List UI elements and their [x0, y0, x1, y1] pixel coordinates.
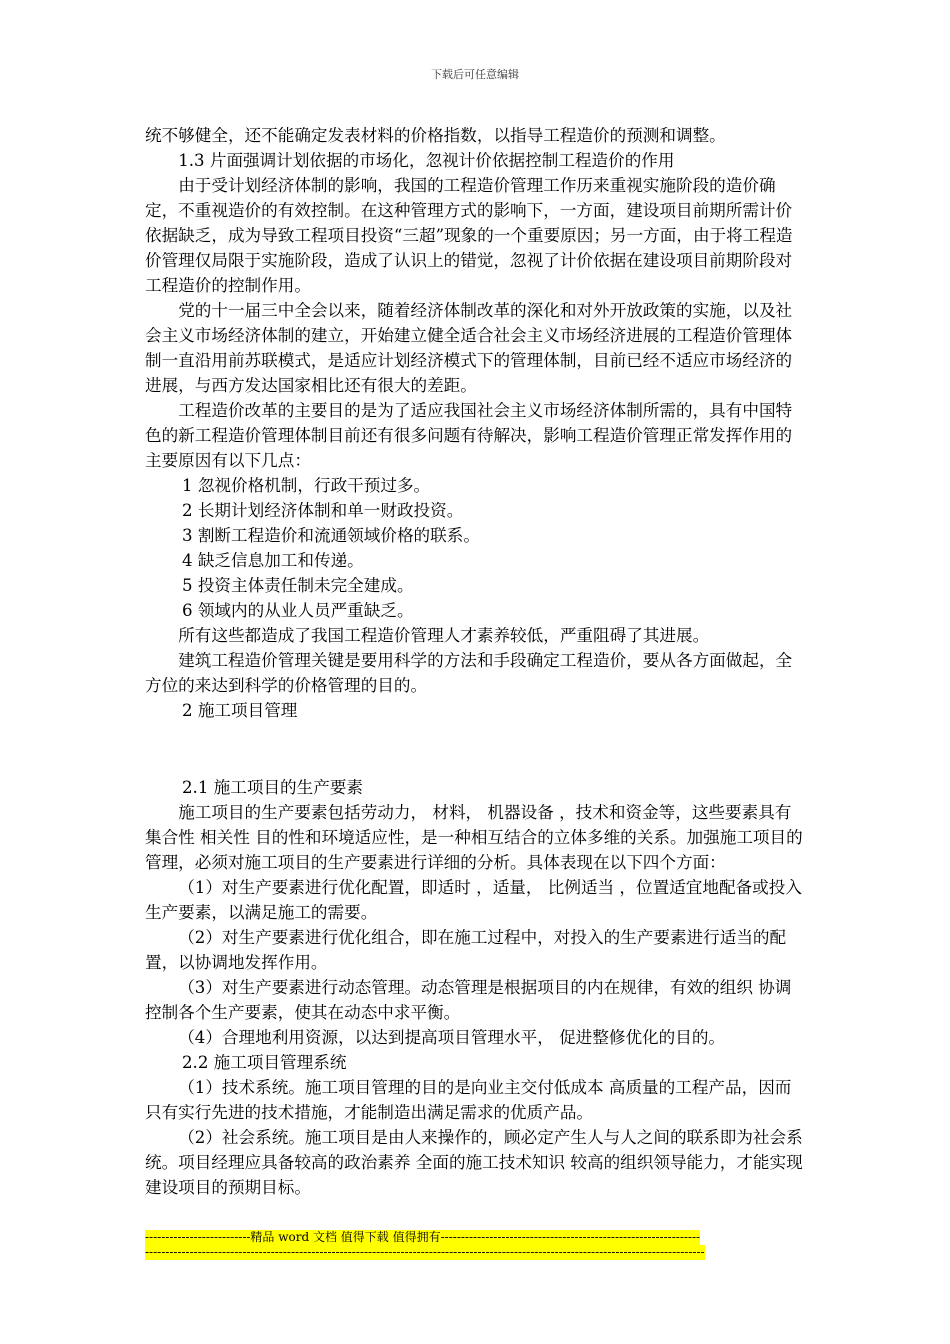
footer-rule: ------------------------------------------------------------------------------------------------------------------------------------------ — [145, 1245, 705, 1259]
paragraph: 建筑工程造价管理关键是要用科学的方法和手段确定工程造价，要从各方面做起，全方位的来达到科学的价格管理的目的。 — [145, 651, 793, 695]
list-item: 5 投资主体责任制未完全建成。 — [182, 576, 414, 595]
list-item: 3 割断工程造价和流通领域价格的联系。 — [182, 526, 480, 545]
page-footer — [145, 1230, 743, 1260]
page-header: 下载后可任意编辑 — [431, 68, 519, 81]
paragraph: 所有这些都造成了我国工程造价管理人才素养较低，严重阻碍了其进展。 — [178, 626, 710, 645]
list-item: 4 缺乏信息加工和传递。 — [182, 551, 364, 570]
section-heading-2-2: 2.2 施工项目管理系统 — [182, 1053, 347, 1072]
section-heading-2-1: 2.1 施工项目的生产要素 — [182, 778, 364, 797]
paragraph: （2）社会系统。施工项目是由人来操作的，顾必定产生人与人之间的联系即为社会系统。项目经理应具备较高的政治素养 全面的施工技术知识 较高的组织领导能力，才能实现建设项目的预期目标。 — [145, 1128, 803, 1197]
footer-banner: --------------------------精品 word 文档 值得下载 值得拥有---------------------------------------------------------------- — [145, 1230, 701, 1244]
section-heading-1-3: 1.3 片面强调计划依据的市场化，忽视计价依据控制工程造价的作用 — [178, 151, 675, 170]
document-body — [145, 123, 807, 1200]
list-item: 6 领域内的从业人员严重缺乏。 — [182, 601, 414, 620]
paragraph: （1）对生产要素进行优化配置，即适时 ，适量， 比例适当 ，位置适宜地配备或投入生产要素，以满足施工的需要。 — [145, 878, 802, 922]
paragraph: 工程造价改革的主要目的是为了适应我国社会主义市场经济体制所需的，具有中国特色的新工程造价管理体制目前还有很多问题有待解决，影响工程造价管理正常发挥作用的主要原因有以下几点： — [145, 401, 793, 470]
paragraph: 由于受计划经济体制的影响，我国的工程造价管理工作历来重视实施阶段的造价确定，不重视造价的有效控制。在这种管理方式的影响下，一方面，建设项目前期所需计价依据缺乏，成为导致工程项目投资“三超”现象的一个重要原因；另一方面，由于将工程造价管理仅局限于实施阶段，造成了认识上的错觉，忽视了计价依据在建设项目前期阶段对工程造价的控制作用。 — [145, 176, 793, 295]
paragraph: （2）对生产要素进行优化组合，即在施工过程中，对投入的生产要素进行适当的配置，以协调地发挥作用。 — [145, 928, 787, 972]
paragraph: 党的十一届三中全会以来，随着经济体制改革的深化和对外开放政策的实施，以及社会主义市场经济体制的建立，开始建立健全适合社会主义市场经济进展的工程造价管理体制一直沿用前苏联模式，是适应计划经济模式下的管理体制，目前已经不适应市场经济的进展，与西方发达国家相比还有很大的差距。 — [145, 301, 793, 395]
paragraph: （3）对生产要素进行动态管理。动态管理是根据项目的内在规律，有效的组织 协调 控制各个生产要素，使其在动态中求平衡。 — [145, 978, 792, 1022]
paragraph: （4）合理地利用资源，以达到提高项目管理水平， 促进整修优化的目的。 — [178, 1028, 726, 1047]
paragraph: 施工项目的生产要素包括劳动力， 材料， 机器设备 ，技术和资金等，这些要素具有集合性 相关性 目的性和环境适应性，是一种相互结合的立体多维的关系。加强施工项目的管理，必须对施工项目的生产要素进行详细的分析。具体表现在以下四个方面： — [145, 803, 803, 872]
list-item: 1 忽视价格机制，行政干预过多。 — [182, 476, 431, 495]
paragraph-continuation: 统不够健全，还不能确定发表材料的价格指数，以指导工程造价的预测和调整。 — [145, 126, 726, 145]
section-heading-2: 2 施工项目管理 — [182, 701, 298, 720]
blank-space — [145, 723, 807, 775]
list-item: 2 长期计划经济体制和单一财政投资。 — [182, 501, 464, 520]
paragraph: （1）技术系统。施工项目管理的目的是向业主交付低成本 高质量的工程产品，因而只有实行先进的技术措施，才能制造出满足需求的优质产品。 — [145, 1078, 792, 1122]
